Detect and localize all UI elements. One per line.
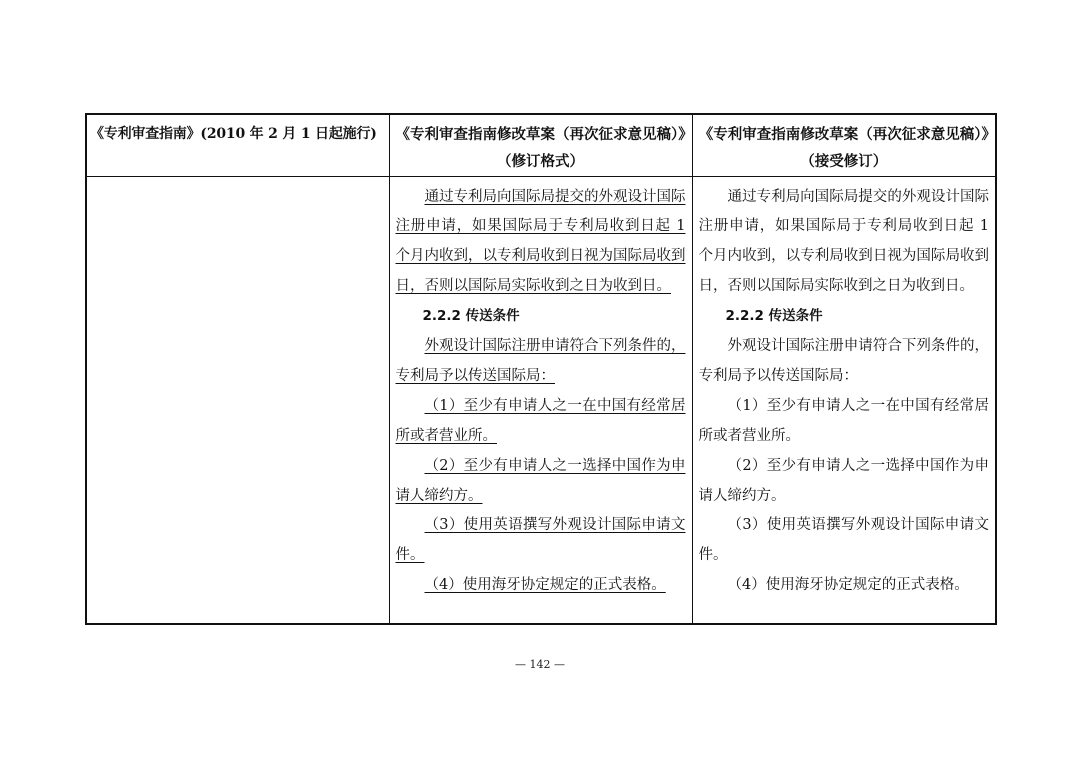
header-row — [86, 114, 996, 176]
draft-accepted-cell — [692, 176, 996, 624]
accepted-paragraph: （3）使用英语撰写外观设计国际申请文件。 — [698, 517, 989, 564]
accepted-paragraph: 外观设计国际注册申请符合下列条件的，专利局予以传送国际局： — [698, 338, 989, 384]
tracked-paragraph — [396, 511, 686, 571]
tracked-paragraph — [396, 571, 686, 601]
inserted-text: （4）使用海牙协定规定的正式表格。 — [424, 577, 666, 594]
inserted-text: （3）使用英语撰写外观设计国际申请文件。 — [395, 517, 686, 564]
tracked-paragraph — [396, 392, 686, 452]
header-draft-tracked: 《专利审查指南修改草案（再次征求意见稿）》（修订格式） — [389, 114, 692, 176]
inserted-text: 通过专利局向国际局提交的外观设计国际注册申请，如果国际局于专利局收到日起 1 个月内收到，以专利局收到日视为国际局收到日，否则以国际局实际收到之日为收到日。 — [395, 188, 686, 295]
accepted-paragraph: （4）使用海牙协定规定的正式表格。 — [727, 577, 969, 594]
accepted-paragraph: （1）至少有申请人之一在中国有经常居所或者营业所。 — [698, 397, 989, 444]
content-row — [86, 176, 996, 624]
tracked-paragraph — [396, 183, 686, 303]
original-guidelines-cell — [86, 176, 389, 624]
tracked-paragraph — [396, 452, 686, 512]
tracked-paragraph — [396, 332, 686, 392]
inserted-text: （2）至少有申请人之一选择中国作为申请人缔约方。 — [395, 457, 686, 504]
inserted-text: 外观设计国际注册申请符合下列条件的，专利局予以传送国际局： — [395, 338, 686, 384]
header-original-guidelines: 《专利审查指南》(2010 年 2 月 1 日起施行) — [86, 114, 389, 176]
draft-tracked-cell — [389, 176, 692, 624]
inserted-text: （1）至少有申请人之一在中国有经常居所或者营业所。 — [395, 397, 686, 444]
accepted-paragraph: （2）至少有申请人之一选择中国作为申请人缔约方。 — [698, 457, 989, 504]
header-draft-accepted: 《专利审查指南修改草案（再次征求意见稿）》（接受修订） — [692, 114, 996, 176]
page-number: — 142 — — [515, 658, 565, 671]
section-heading-text: 2.2.2 传送条件 — [422, 308, 520, 325]
accepted-paragraph: 通过专利局向国际局提交的外观设计国际注册申请，如果国际局于专利局收到日起 1 个月内收到，以专利局收到日视为国际局收到日，否则以国际局实际收到之日为收到日。 — [698, 188, 989, 295]
tracked-section-heading — [396, 302, 686, 332]
comparison-table — [85, 113, 997, 625]
accepted-section-heading: 2.2.2 传送条件 — [725, 308, 823, 325]
